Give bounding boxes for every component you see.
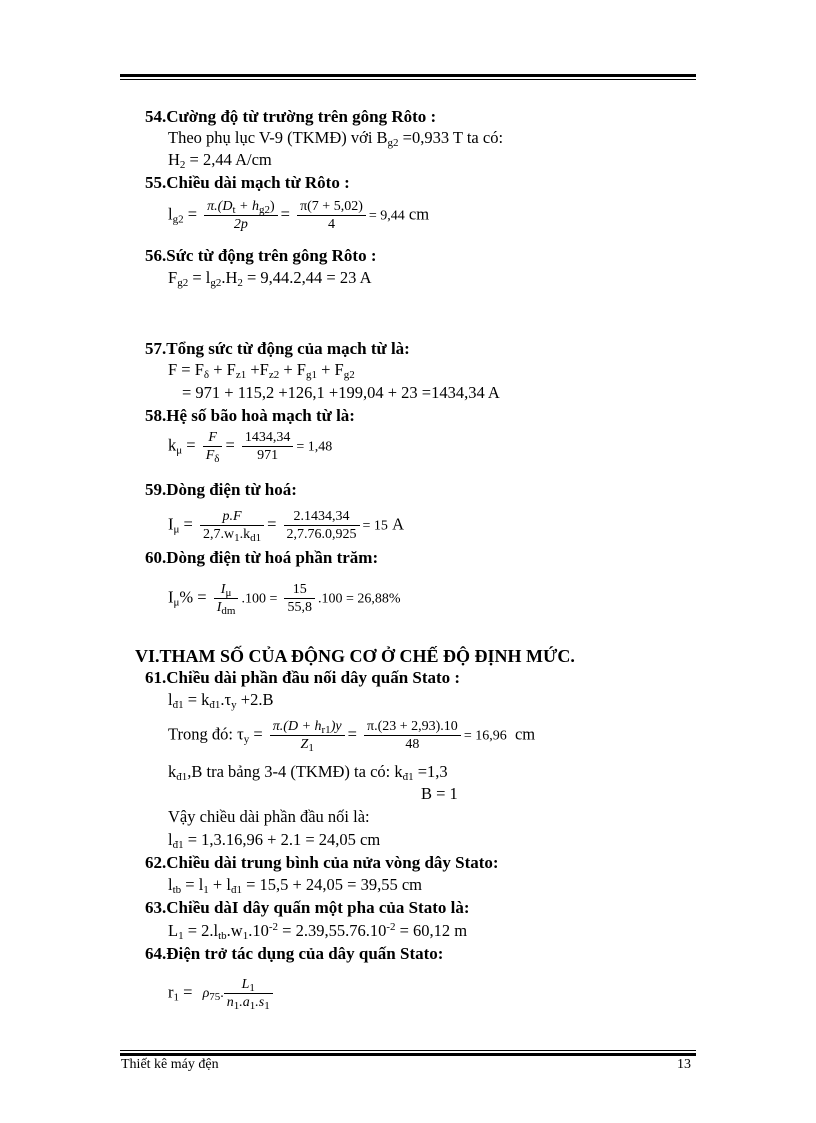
s64-fraction: $\frac{L_1}{n_1.a_1.s_1}$	[224, 976, 273, 1011]
heading-64: 64.Điện trở tác dụng của dây quấn Stato:	[145, 944, 444, 963]
heading-58: 58.Hệ số bão hoà mạch từ là:	[145, 406, 355, 425]
s61-line3: $k_{đ1},B$ tra bảng 3-4 (TKMĐ) ta có: $k_{đ1} =1,3$	[168, 762, 448, 783]
s61-line4: B = 1	[421, 784, 458, 803]
s59-fraction-2: $\frac{2.1434,34}{2,7.76.0,925}$	[284, 508, 360, 543]
s61-line5: Vậy chiều dài phần đầu nối là:	[168, 807, 370, 826]
s59-fraction-1: $\frac{p.F}{2,7.w_1.k_{d1}}$	[200, 508, 264, 543]
header-rule-thick	[120, 74, 696, 77]
s62-formula: $l_{tb} = l_1 + l_{đ1} = 15,5 + 24,05 = 39,55$ cm	[168, 875, 423, 896]
section-vi-heading: VI.THAM SỐ CỦA ĐỘNG CƠ Ở CHẾ ĐỘ ĐỊNH MỨC.	[135, 646, 575, 666]
s58-fraction-1: $\frac{F}{F_\delta}$	[203, 429, 223, 464]
s63-formula: $L_1 = 2.l_{tb}.w_1.10^{-2} = 2.39,55.76.10^{-2} = 60,12$ m	[168, 921, 468, 942]
heading-62: 62.Chiều dài trung bình của nửa vòng dây Stato:	[145, 853, 499, 872]
footer-title: Thiết kê máy đện	[121, 1057, 219, 1072]
s58-fraction-2: $\frac{1434,34}{971}$	[242, 429, 294, 464]
footer-rule-thin	[120, 1050, 696, 1051]
s57-line2: = 971 + 115,2 +126,1 +199,04 + 23 =1434,34 A	[182, 383, 500, 402]
s61-line1: $l_{đ1} = k_{đ1}.\tau_y +2.B$	[168, 690, 274, 711]
header-rule-thin	[120, 79, 696, 80]
s55-fraction-2: $\frac{\pi(7 + 5,02)}{4}$	[297, 198, 366, 233]
footer-rule-thick	[120, 1053, 696, 1056]
s60-fraction-2: $\frac{15}{55,8}$	[284, 581, 315, 616]
heading-57: 57.Tổng sức từ động của mạch từ là:	[145, 339, 410, 358]
s61-line6: $l_{đ1} = 1,3.16,96 + 2.1 = 24,05$ cm	[168, 830, 381, 851]
s60-formula: $I_\mu\%$ = $\frac{I_\mu}{I_{dm}}$ .100 = $\frac{15}{55,8}$ .100 = 26,88%	[168, 582, 401, 617]
s58-formula: $k_\mu$ = $\frac{F}{F_\delta}$ = $\frac{1434,34}{971}$ = 1,48	[168, 430, 333, 465]
heading-55: 55.Chiều dài mạch từ Rôto :	[145, 173, 350, 192]
s61-fraction-1: $\frac{\pi.(D + h_{r1})y}{Z_1}$	[270, 718, 345, 753]
s61-trong-do: Trong đó: $\tau_y$ = $\frac{\pi.(D + h_{r1})y}{Z_1}$ = $\frac{\pi.(23 + 2,93).10}{48}$ = 16,96 cm	[168, 719, 536, 754]
heading-61: 61.Chiều dài phần đầu nối dây quấn Stato :	[145, 668, 461, 687]
heading-54: 54.Cường độ từ trường trên gông Rôto :	[145, 107, 437, 126]
footer-page-number: 13	[677, 1057, 691, 1072]
heading-63: 63.Chiều dàI dây quấn một pha của Stato là:	[145, 898, 470, 917]
s60-fraction-1: $\frac{I_\mu}{I_{dm}}$	[214, 581, 239, 616]
s55-formula: $l_{g2}$ = $\frac{\pi.(D_t + h_{g2})}{2p}$ = $\frac{\pi(7 + 5,02)}{4}$ = 9,44 cm	[168, 199, 430, 232]
s61-fraction-2: $\frac{\pi.(23 + 2,93).10}{48}$	[364, 718, 461, 753]
s64-formula: $r_1 = \rho_{75}$. $\frac{L_1}{n_1.a_1.s_1}$	[168, 976, 276, 1011]
s55-fraction-1: $\frac{\pi.(D_t + h_{g2})}{2p}$	[204, 198, 277, 233]
s54-line1: Theo phụ lục V-9 (TKMĐ) với $B_{g2} =0,933$ T ta có:	[168, 128, 504, 149]
s56-formula: $F_{g2} = l_{g2}.H_2 = 9,44.2,44 = 23$ A	[168, 268, 372, 289]
s59-formula: $I_\mu$ = $\frac{p.F}{2,7.w_1.k_{d1}}$ = $\frac{2.1434,34}{2,7.76.0,925}$ = 15 A	[168, 509, 404, 544]
heading-59: 59.Dòng điện từ hoá:	[145, 480, 297, 499]
heading-60: 60.Dòng điện từ hoá phần trăm:	[145, 548, 379, 567]
s54-line2: $H_2 = 2,44$ A/cm	[168, 150, 272, 171]
heading-56: 56.Sức từ động trên gông Rôto :	[145, 246, 377, 265]
s57-line1: $F = F_\delta + F_{z1} +F_{z2} + F_{g1} + F_{g2}$	[168, 360, 355, 381]
